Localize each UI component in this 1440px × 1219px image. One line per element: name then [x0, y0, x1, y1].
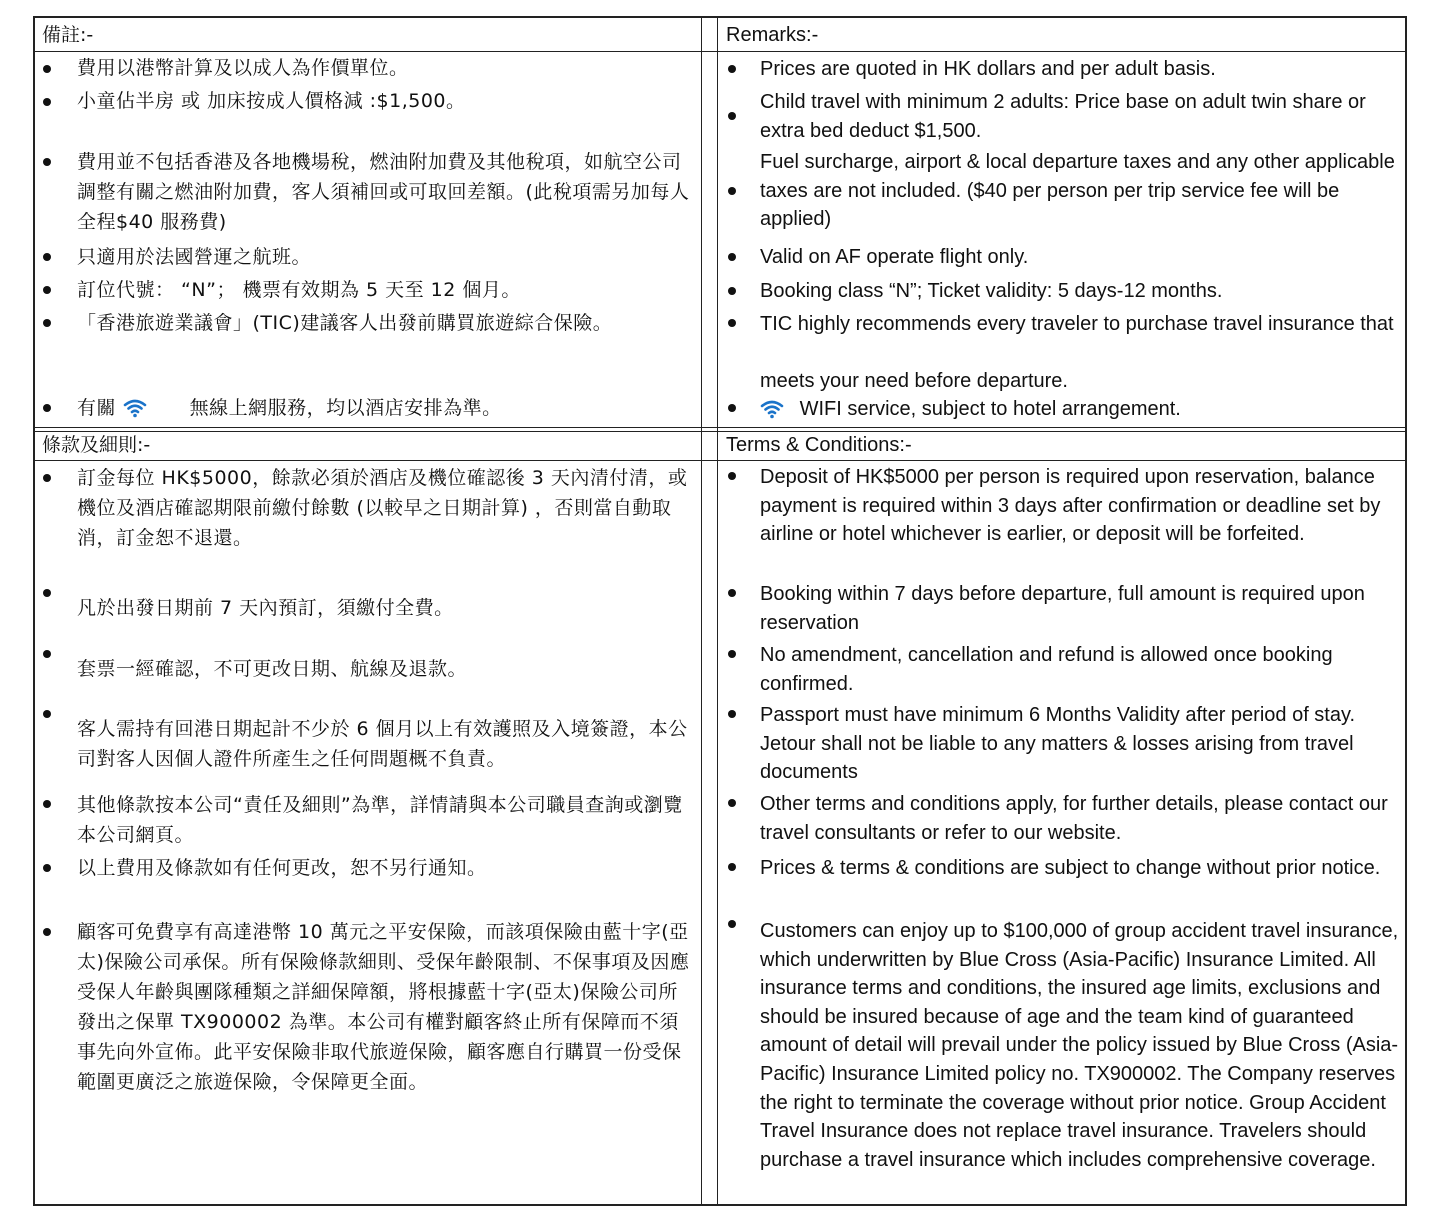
bullet — [43, 474, 51, 482]
wifi-icon — [123, 398, 147, 418]
bullet — [43, 98, 51, 106]
terms-en-title: Terms & Conditions:- — [726, 434, 912, 456]
bullet — [43, 319, 51, 327]
bullet — [43, 253, 51, 261]
bullet — [728, 112, 736, 120]
bullet — [728, 287, 736, 295]
terms-en-item: Passport must have minimum 6 Months Validity after period of stay. Jetour shall not be liable to any matters & losses arising from travel documents — [760, 704, 1356, 784]
bullet — [43, 286, 51, 294]
bullet — [43, 404, 51, 412]
bullet — [43, 650, 51, 658]
bullet — [728, 799, 736, 807]
terms-zh-item: 其他條款按本公司“責任及細則”為準，詳情請與本公司職員查詢或瀏覽本公司網頁。 — [77, 794, 683, 846]
remarks-en-wifi-item — [760, 395, 1400, 424]
remarks-zh-wifi-text: 無線上網服務，均以酒店安排為準。 — [189, 397, 502, 419]
bullet — [728, 404, 736, 412]
bullet — [43, 710, 51, 718]
remarks-en-item: Prices are quoted in HK dollars and per adult basis. — [760, 58, 1216, 80]
bullet — [728, 253, 736, 261]
terms-en-item: Other terms and conditions apply, for further details, please contact our travel consultants or refer to our website. — [760, 793, 1388, 844]
remarks-zh-wifi-item — [77, 393, 695, 423]
wifi-icon — [760, 399, 784, 419]
remarks-en-item: Child travel with minimum 2 adults: Price base on adult twin share or extra bed deduct $1,500. — [760, 91, 1366, 142]
remarks-zh-item: 費用以港幣計算及以成人為作價單位。 — [77, 57, 409, 79]
remarks-zh-wifi-prefix: 有關 — [77, 397, 117, 419]
bullet — [728, 650, 736, 658]
remarks-en-item: TIC highly recommends every traveler to purchase travel insurance that — [760, 313, 1394, 335]
remarks-en-item: Fuel surcharge, airport & local departure taxes and any other applicable taxes are not included. ($40 per person per trip service fee will be applied) — [760, 151, 1395, 231]
terms-zh-item: 凡於出發日期前 7 天內預訂，須繳付全費。 — [77, 597, 454, 619]
terms-zh-item: 以上費用及條款如有任何更改，恕不另行通知。 — [77, 857, 487, 879]
remarks-zh-item: 「香港旅遊業議會」(TIC)建議客人出發前購買旅遊綜合保險。 — [77, 312, 613, 334]
bullet — [43, 589, 51, 597]
terms-en-item: No amendment, cancellation and refund is allowed once booking confirmed. — [760, 644, 1333, 695]
remarks-zh-item: 只適用於法國營運之航班。 — [77, 246, 312, 268]
remarks-en-item: Booking class “N”; Ticket validity: 5 days-12 months. — [760, 280, 1223, 302]
bullet — [728, 863, 736, 871]
terms-en-item: Deposit of HK$5000 per person is required upon reservation, balance payment is required within 3 days after confirmation or deadline set by airline or hotel whichever is earlier, or deposit will be forfeited. — [760, 466, 1381, 546]
remarks-zh-item: 訂位代號： “N”； 機票有效期為 5 天至 12 個月。 — [77, 279, 521, 301]
row-divider — [33, 51, 1407, 52]
bullet — [43, 800, 51, 808]
terms-en-item: Customers can enjoy up to $100,000 of group accident travel insurance, which underwritten by Blue Cross (Asia-Pacific) Insurance Limited. All insurance terms and conditions, the insured age limits, exclusions and should be insured because of age and the team kind of guaranteed amount of detail will prevail under the policy issued by Blue Cross (Asia-Pacific) Insurance Limited policy no. TX900002. The Company reserves the right to terminate the coverage without prior notice. Group Accident Travel Insurance does not replace travel insurance. Travelers should purchase a travel insurance which includes comprehensive coverage. — [760, 920, 1399, 1171]
terms-zh-item: 客人需持有回港日期起計不少於 6 個月以上有效護照及入境簽證，本公司對客人因個人證件所產生之任何問題概不負責。 — [77, 718, 688, 770]
row-divider — [33, 427, 1407, 428]
bullet — [728, 65, 736, 73]
bullet — [43, 928, 51, 936]
bullet — [728, 187, 736, 195]
remarks-zh-item: 費用並不包括香港及各地機場稅，燃油附加費及其他稅項，如航空公司調整有關之燃油附加費，客人須補回或可取回差額。(此稅項需另加每人全程$40 服務費) — [77, 151, 690, 233]
terms-en-item: Prices & terms & conditions are subject to change without prior notice. — [760, 857, 1381, 879]
terms-zh-item: 顧客可免費享有高達港幣 10 萬元之平安保險，而該項保險由藍十字(亞太)保險公司承保。所有保險條款細則、受保年齡限制、不保事項及因應受保人年齡與團隊種類之詳細保障額，將根據藍十字(亞太)保險公司所發出之保單 TX900002 為準。本公司有權對顧客終止所有保障而不須事先向外宣佈。此平安保險非取代旅遊保險，顧客應自行購買一份受保範圍更廣泛之旅遊保險，令保障更全面。 — [77, 921, 690, 1093]
bullet — [43, 65, 51, 73]
terms-en-item: Booking within 7 days before departure, full amount is required upon reservation — [760, 583, 1365, 634]
column-divider — [717, 16, 718, 1206]
bullet — [728, 920, 736, 928]
remarks-zh-title: 備註:- — [42, 24, 94, 46]
remarks-en-wifi-text: WIFI service, subject to hotel arrangement. — [799, 398, 1181, 420]
bullet — [728, 472, 736, 480]
terms-zh-item: 套票一經確認，不可更改日期、航線及退款。 — [77, 658, 468, 680]
bullet — [728, 319, 736, 327]
bullet — [728, 710, 736, 718]
remarks-zh-item: 小童佔半房 或 加床按成人價格減 :$1,500。 — [77, 90, 466, 112]
column-divider — [701, 16, 702, 1206]
bullet — [43, 158, 51, 166]
terms-zh-item: 訂金每位 HK$5000，餘款必須於酒店及機位確認後 3 天內清付清，或機位及酒店確認期限前繳付餘數 (以較早之日期計算) ，否則當自動取消，訂金恕不退還。 — [77, 467, 688, 549]
remarks-en-title: Remarks:- — [726, 24, 819, 46]
row-divider — [33, 460, 1407, 461]
remarks-en-item-continued: meets your need before departure. — [760, 370, 1068, 392]
row-divider — [33, 431, 1407, 432]
remarks-en-item: Valid on AF operate flight only. — [760, 246, 1029, 268]
bullet — [728, 589, 736, 597]
terms-zh-title: 條款及細則:- — [42, 434, 151, 456]
bullet — [43, 864, 51, 872]
